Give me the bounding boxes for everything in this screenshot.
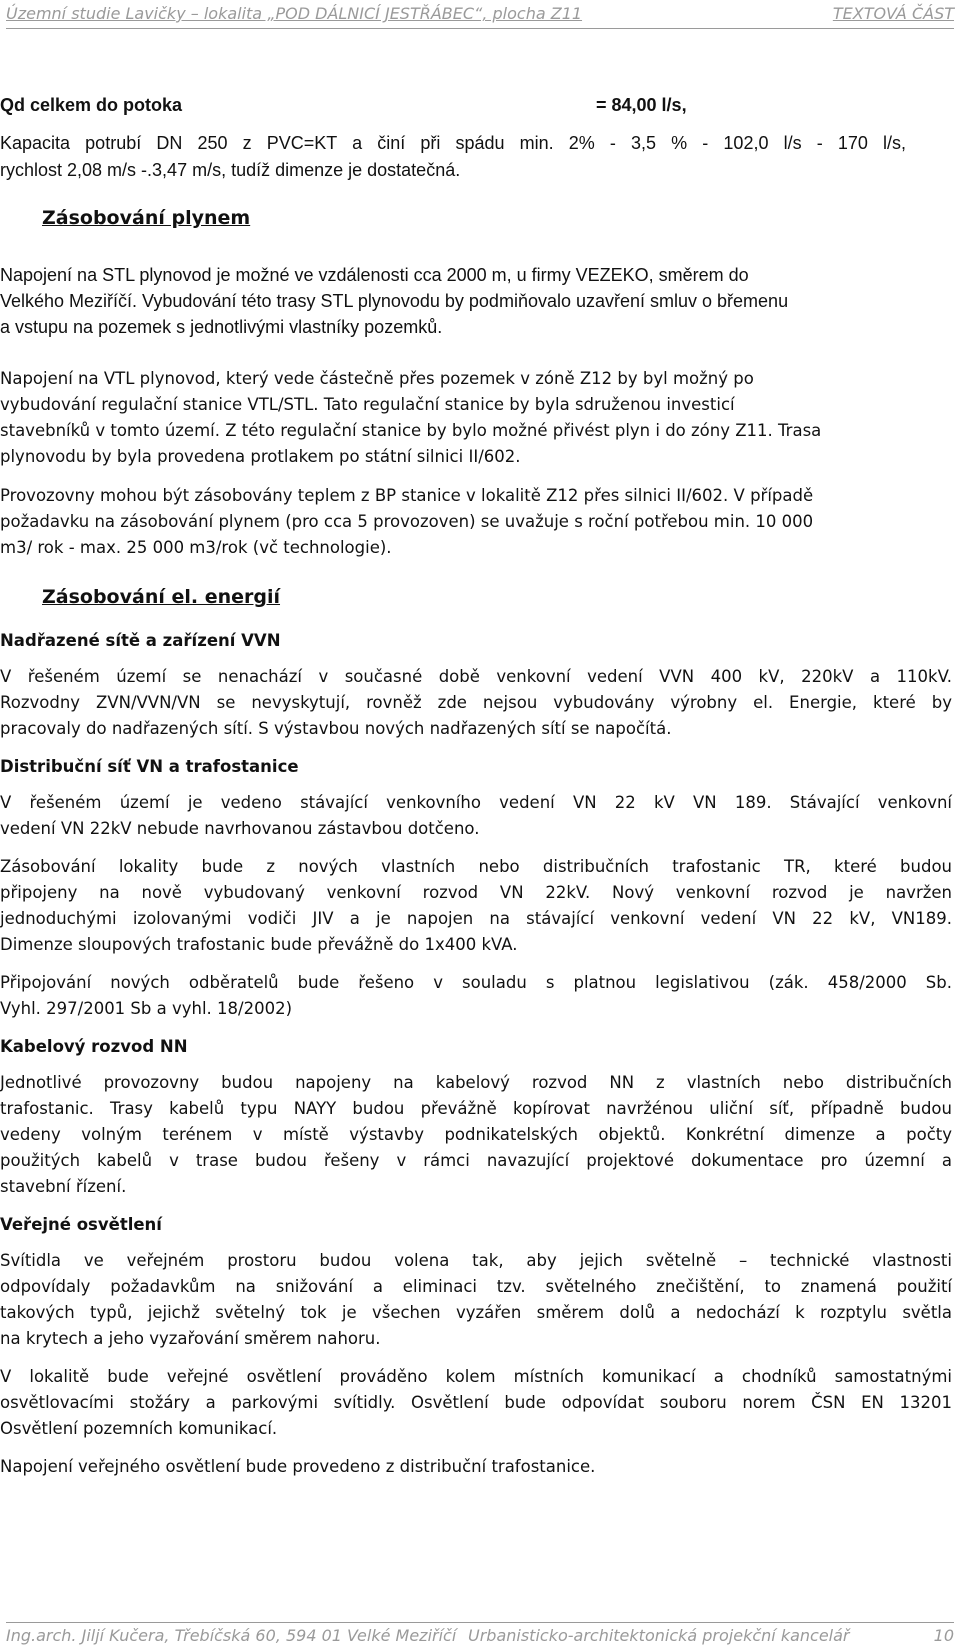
section-heading-electricity: Zásobování el. energií: [42, 586, 281, 608]
gas-p3-line-2: požadavku na zásobování plynem (pro cca 5 provozoven) se uvažuje s roční potřebou min. 10 000: [0, 512, 814, 531]
gas-p2-line-1: Napojení na VTL plynovod, který vede částečně přes pozemek v zóně Z12 by byl možný po: [0, 369, 754, 388]
vn-p3-line-1: Připojování nových odběratelů bude řešeno v souladu s platnou legislativou (zák. 458/2000 Sb.: [0, 973, 952, 992]
subheading-vn: Distribuční síť VN a trafostanice: [0, 757, 299, 776]
lighting-p1-line-3: takových typů, jejichž světelný tok je všechen vyzářen směrem dolů a nedochází k rozptylu světla: [0, 1303, 952, 1322]
page-header: [6, 2, 954, 29]
header-title: Územní studie Lavičky – lokalita „POD DÁLNICÍ JESTŘÁBEC“, plocha Z11: [6, 4, 583, 23]
vn-p2-line-4: Dimenze sloupových trafostanic bude převážně do 1x400 kVA.: [0, 935, 518, 954]
gas-p2-line-4: plynovodu by byla provedena protlakem po státní silnici II/602.: [0, 447, 521, 466]
subheading-nn: Kabelový rozvod NN: [0, 1037, 188, 1056]
footer-author: Ing.arch. Jiljí Kučera, Třebíčská 60, 594 01 Velké Meziříčí: [6, 1626, 457, 1645]
page-footer: [6, 1622, 954, 1647]
nn-line-4: použitých kabelů v trase budou řešeny v rámci navazující projektové dokumentace pro územní a: [0, 1151, 952, 1170]
vn-p1-line-2: vedení VN 22kV nebude navrhovanou zástavbou dotčeno.: [0, 819, 480, 838]
lighting-p2-line-2: osvětlovacími stožáry a parkovými svítidly. Osvětlení bude odpovídat souboru norem ČSN EN 13201: [0, 1393, 952, 1412]
nn-line-1: Jednotlivé provozovny budou napojeny na kabelový rozvod NN z vlastních nebo distribučních: [0, 1073, 952, 1092]
qd-label: Qd celkem do potoka: [0, 95, 183, 115]
nn-line-2: trafostanic. Trasy kabelů typu NAYY budou převážně kopírovat navržénou uliční síť, případně budou: [0, 1099, 952, 1118]
nn-line-5: stavební řízení.: [0, 1177, 127, 1196]
subheading-vvn: Nadřazené sítě a zařízení VVN: [0, 631, 281, 650]
gas-p3-line-1: Provozovny mohou být zásobovány teplem z BP stanice v lokalitě Z12 přes silnici II/602. V případě: [0, 486, 814, 505]
vvn-line-3: pracovaly do nadřazených sítí. S výstavbou nových nadřazených sítí se napočítá.: [0, 719, 672, 738]
kapacita-line-2: rychlost 2,08 m/s -.3,47 m/s, tudíž dimenze je dostatečná.: [0, 160, 461, 180]
vn-p2-line-2: připojeny na nově vybudovaný venkovní rozvod VN 22kV. Nový venkovní rozvod je navržen: [0, 883, 952, 902]
lighting-p3-line-1: Napojení veřejného osvětlení bude provedeno z distribuční trafostanice.: [0, 1457, 596, 1476]
gas-p1-line-3: a vstupu na pozemek s jednotlivými vlastníky pozemků.: [0, 317, 443, 337]
lighting-p1-line-4: na krytech a jeho vyzařování směrem nahoru.: [0, 1329, 381, 1348]
vvn-line-1: V řešeném území se nenachází v současné době venkovní vedení VVN 400 kV, 220kV a 110kV.: [0, 667, 952, 686]
gas-p2-line-2: vybudování regulační stanice VTL/STL. Tato regulační stanice by byla sdruženou investicí: [0, 395, 735, 414]
gas-p3-line-3: m3/ rok - max. 25 000 m3/rok (vč technologie).: [0, 538, 392, 557]
lighting-p1-line-1: Svítidla ve veřejném prostoru budou volena tak, aby jejich světelně – technické vlastnosti: [0, 1251, 952, 1270]
nn-line-3: vedeny volným terénem v místě výstavby podnikatelských objektů. Konkrétní dimenze a počty: [0, 1125, 952, 1144]
section-heading-gas: Zásobování plynem: [42, 207, 251, 229]
gas-p1-line-1: Napojení na STL plynovod je možné ve vzdálenosti cca 2000 m, u firmy VEZEKO, směrem do: [0, 265, 749, 285]
footer-office: Urbanisticko-architektonická projekční kancelář: [468, 1626, 850, 1645]
header-section: TEXTOVÁ ČÁST: [832, 4, 954, 23]
vn-p2-line-3: jednoduchými izolovanými vodiči JIV a je napojen na stávající venkovní vedení VN 22 kV, VN189.: [0, 909, 952, 928]
page-number: 10: [933, 1626, 954, 1645]
kapacita-line-1: Kapacita potrubí DN 250 z PVC=KT a činí při spádu min. 2% - 3,5 % - 102,0 l/s - 170 l/s,: [0, 133, 906, 153]
lighting-p1-line-2: odpovídaly požadavkům na snižování a eliminaci tzv. světelného znečištění, to znamená použití: [0, 1277, 952, 1296]
qd-value: = 84,00 l/s,: [596, 95, 687, 115]
lighting-p2-line-3: Osvětlení pozemních komunikací.: [0, 1419, 278, 1438]
vn-p1-line-1: V řešeném území je vedeno stávající venkovního vedení VN 22 kV VN 189. Stávající venkovní: [0, 793, 952, 812]
vn-p3-line-2: Vyhl. 297/2001 Sb a vyhl. 18/2002): [0, 999, 293, 1018]
lighting-p2-line-1: V lokalitě bude veřejné osvětlení prováděno kolem místních komunikací a chodníků samostatnými: [0, 1367, 952, 1386]
gas-p2-line-3: stavebníků v tomto území. Z této regulační stanice by bylo možné přivést plyn i do zóny Z11. Trasa: [0, 421, 822, 440]
vn-p2-line-1: Zásobování lokality bude z nových vlastních nebo distribučních trafostanic TR, které budou: [0, 857, 952, 876]
vvn-line-2: Rozvodny ZVN/VVN/VN se nevyskytují, rovněž zde nejsou vybudovány výrobny el. Energie, které by: [0, 693, 952, 712]
subheading-lighting: Veřejné osvětlení: [0, 1215, 162, 1234]
gas-p1-line-2: Velkého Meziříčí. Vybudování této trasy STL plynovodu by podmiňovalo uzavření smluv o břemenu: [0, 291, 789, 311]
